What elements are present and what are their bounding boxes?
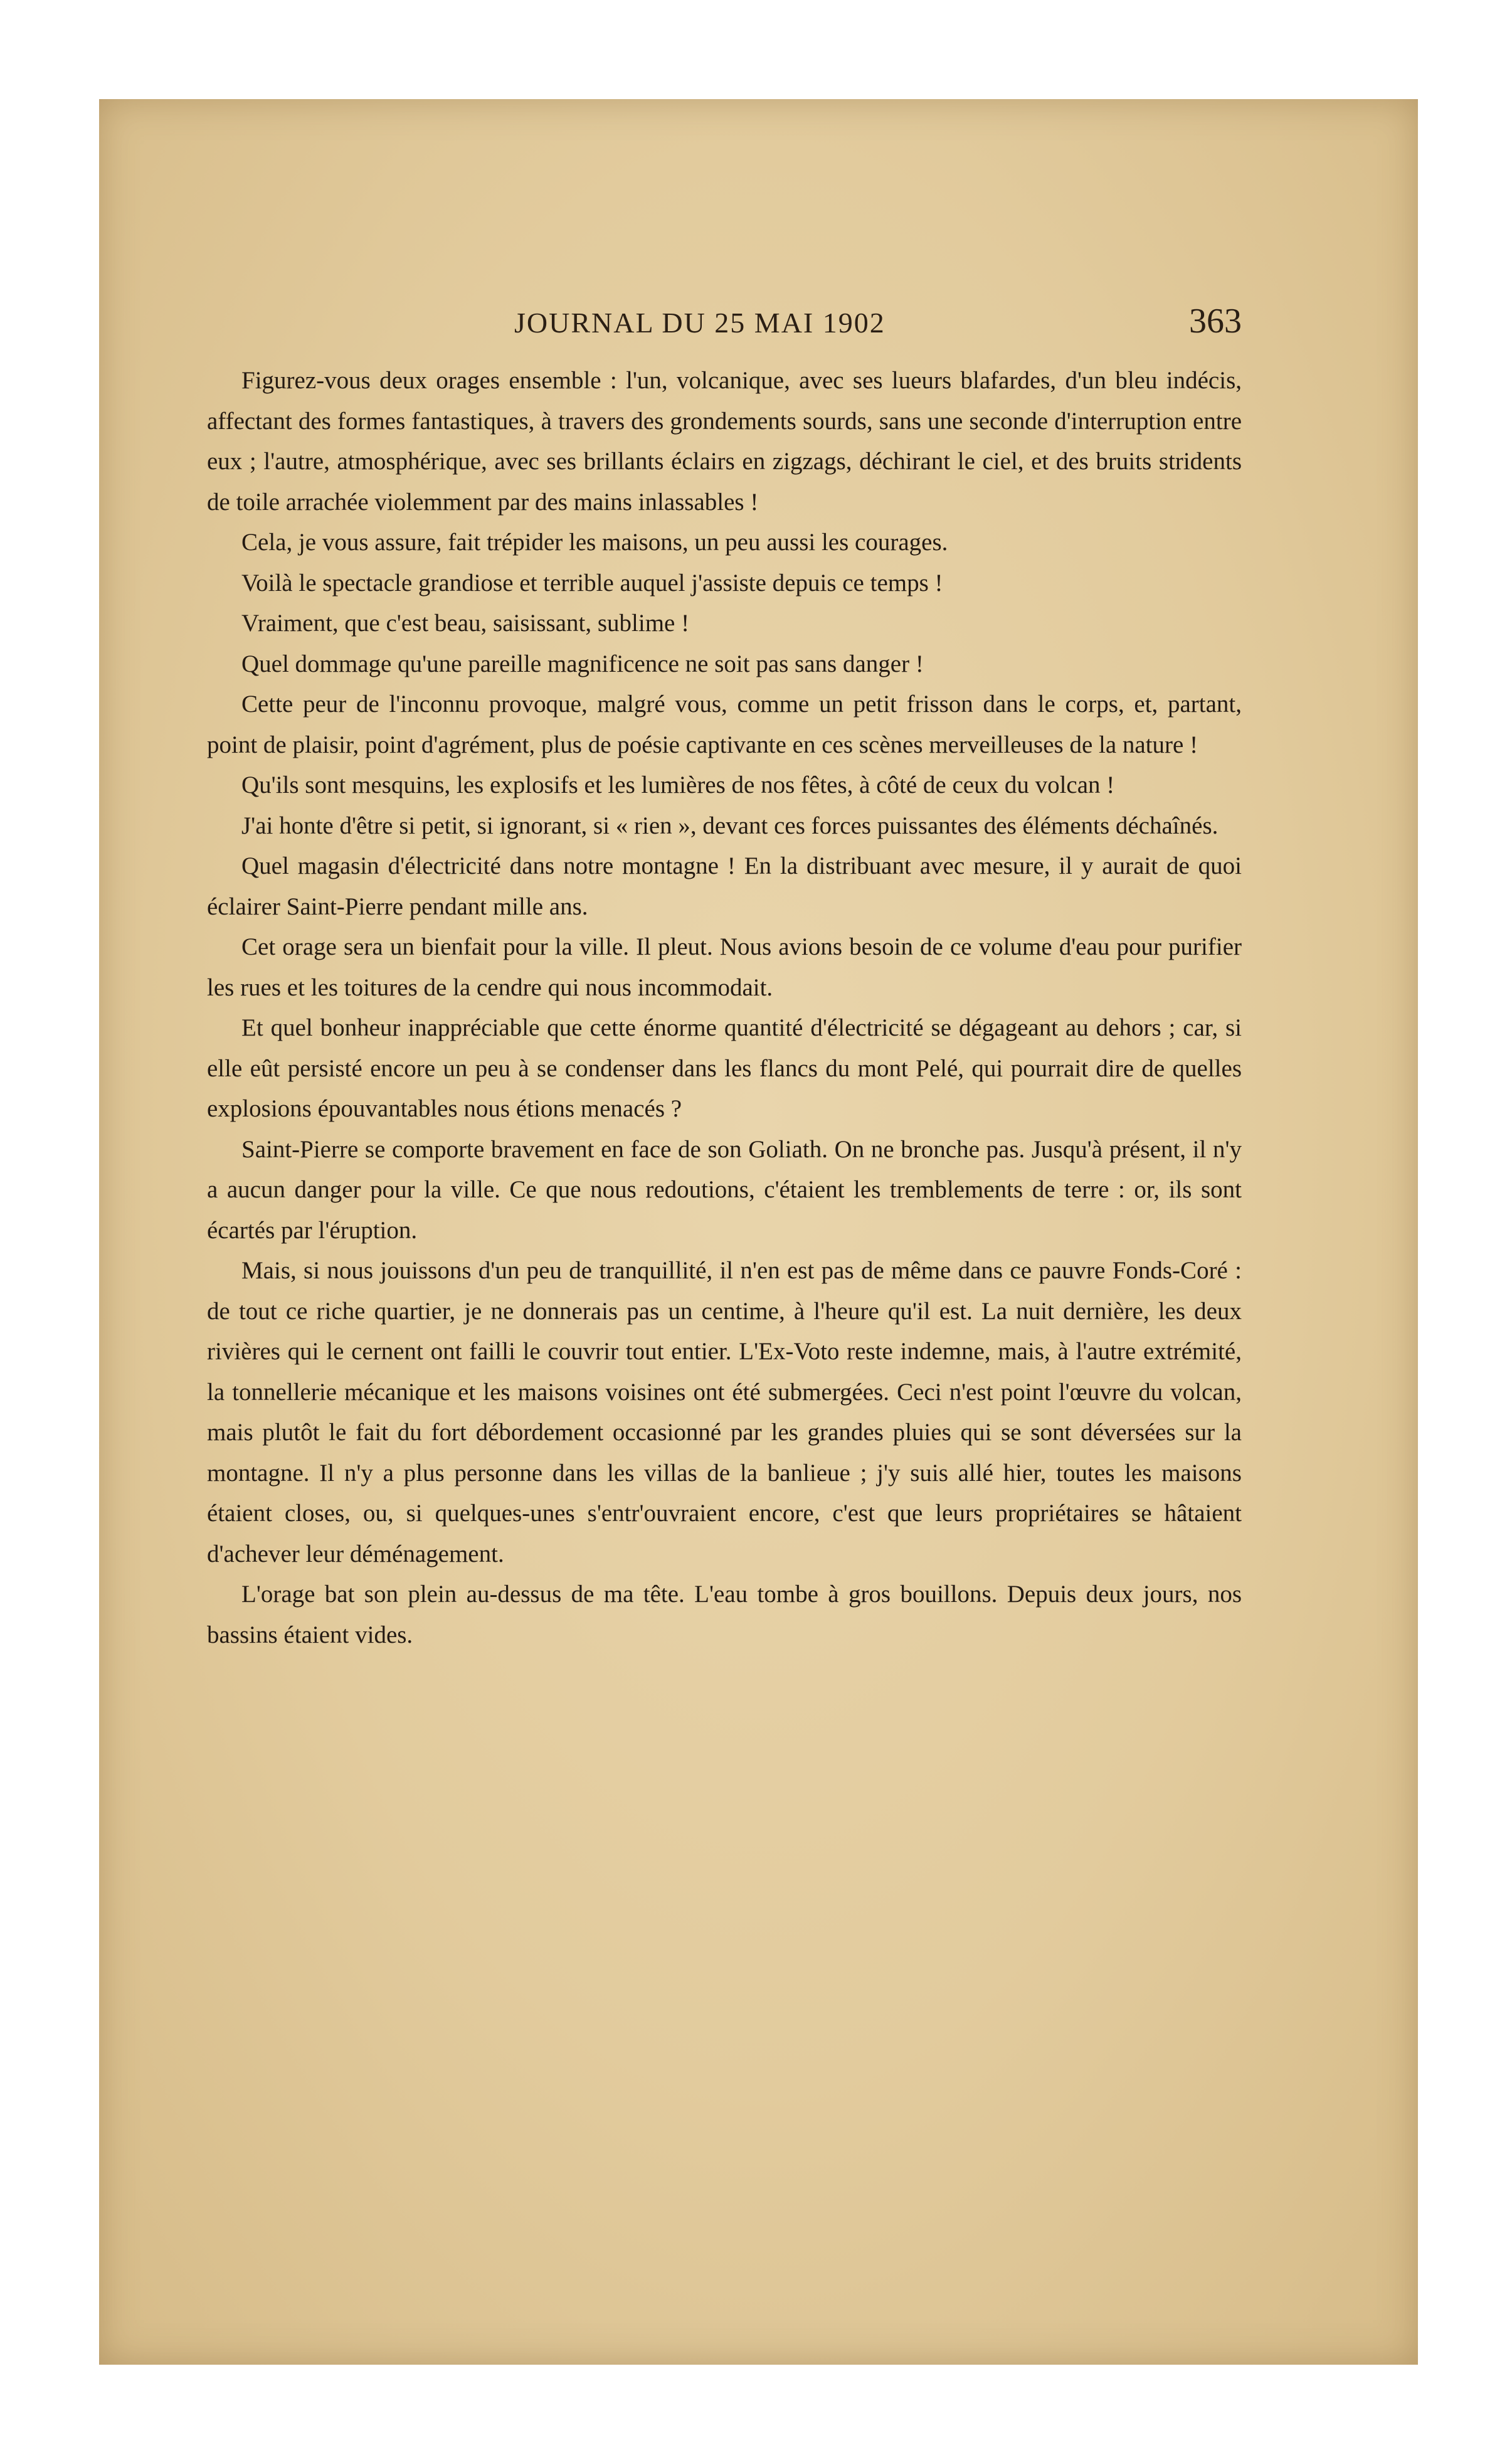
paragraph: Voilà le spectacle grandiose et terrible auquel j'assiste depuis ce temps ! [241,569,943,597]
paragraph: L'orage bat son plein au-dessus de ma tête. L'eau tombe à gros bouillons. Depuis deux jours, nos bassins étaient vides. [207,1581,1242,1648]
page-header [207,301,1242,345]
paragraph: Quel dommage qu'une pareille magnificence ne soit pas sans danger ! [241,650,924,677]
page-number: 363 [1189,302,1242,341]
paragraph: Cet orage sera un bienfait pour la ville. Il pleut. Nous avions besoin de ce volume d'eau pour purifier les rues et les toitures de la cendre qui nous incommodait. [207,933,1242,1001]
paragraph: Figurez-vous deux orages ensemble : l'un, volcanique, avec ses lueurs blafardes, d'un bleu indécis, affectant des formes fantastiques, à travers des grondements sourds, sans une seconde d'interruption entre eux ; l'autre, atmosphérique, avec ses brillants éclairs en zigzags, déchirant le ciel, et des bruits stridents de toile arrachée violemment par des mains inlassables ! [207,367,1242,516]
body-text [207,361,1242,1655]
paragraph: J'ai honte d'être si petit, si ignorant, si « rien », devant ces forces puissantes des éléments déchaînés. [241,812,1219,839]
paragraph: Quel magasin d'électricité dans notre montagne ! En la distribuant avec mesure, il y aurait de quoi éclairer Saint-Pierre pendant mille ans. [207,852,1242,920]
paragraph: Qu'ils sont mesquins, les explosifs et les lumières de nos fêtes, à côté de ceux du volcan ! [241,772,1115,798]
paragraph: Et quel bonheur inappréciable que cette énorme quantité d'électricité se dégageant au dehors ; car, si elle eût persisté encore un peu à se condenser dans les flancs du mont Pelé, qui pourrait dire de quelles explosions épouvantables nous étions menacés ? [207,1014,1242,1122]
paragraph: Saint-Pierre se comporte bravement en face de son Goliath. On ne bronche pas. Jusqu'à présent, il n'y a aucun danger pour la ville. Ce que nous redoutions, c'étaient les tremblements de terre : or, ils sont écartés par l'éruption. [207,1135,1242,1244]
paragraph: Cette peur de l'inconnu provoque, malgré vous, comme un petit frisson dans le corps, et, partant, point de plaisir, point d'agrément, plus de poésie captivante en ces scènes merveilleuses de la nature ! [207,691,1242,758]
running-title: JOURNAL DU 25 MAI 1902 [514,307,886,339]
paragraph: Mais, si nous jouissons d'un peu de tranquillité, il n'en est pas de même dans ce pauvre Fonds-Coré : de tout ce riche quartier, je ne donnerais pas un centime, à l'heure qu'il est. La nuit dernière, les deux rivières qui le cernent ont failli le couvrir tout entier. L'Ex-Voto reste indemne, mais, à l'autre extrémité, la tonnellerie mécanique et les maisons voisines ont été submergées. Ceci n'est point l'œuvre du volcan, mais plutôt le fait du fort débordement occasionné par les grandes pluies qui se sont déversées sur la montagne. Il n'y a plus personne dans les villas de la banlieue ; j'y suis allé hier, toutes les maisons étaient closes, ou, si quelques-unes s'entr'ouvraient encore, c'est que leurs propriétaires se hâtaient d'achever leur déménagement. [207,1257,1242,1567]
paragraph: Vraiment, que c'est beau, saisissant, sublime ! [241,610,690,637]
paragraph: Cela, je vous assure, fait trépider les maisons, un peu aussi les courages. [241,529,948,556]
